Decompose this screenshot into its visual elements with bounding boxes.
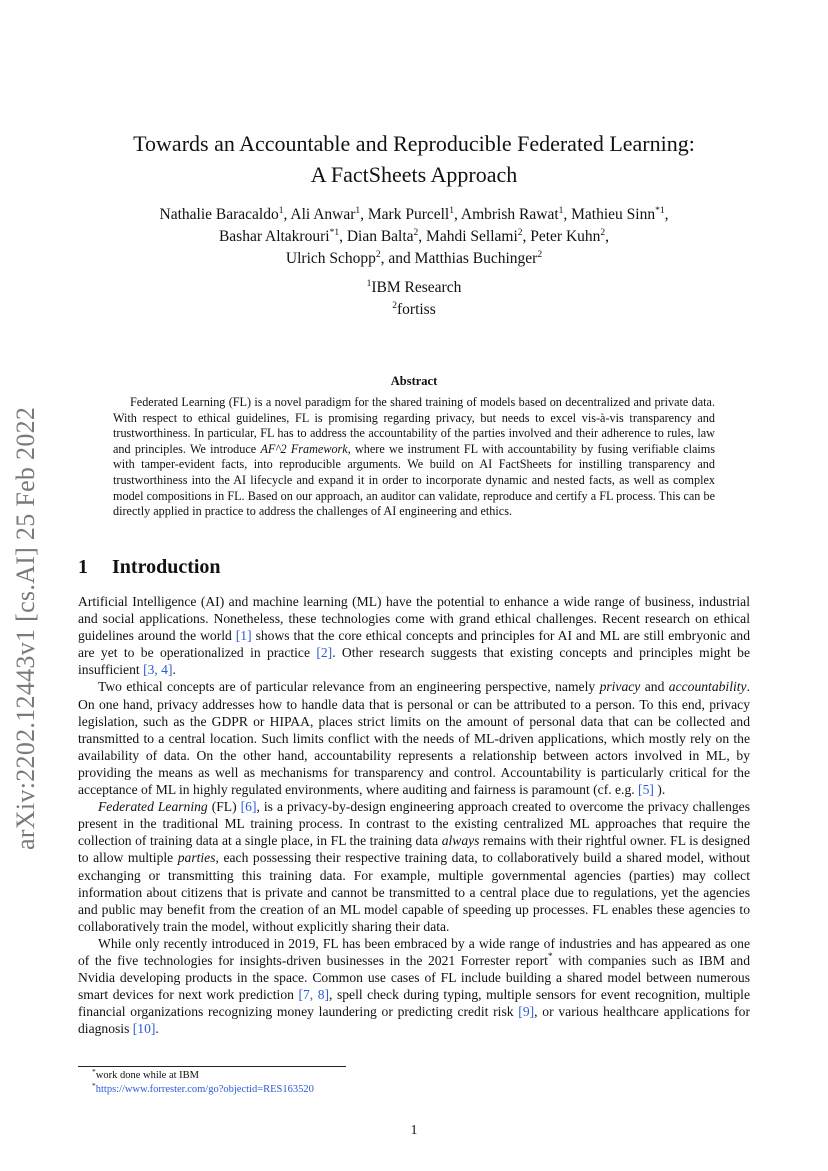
- citation-link[interactable]: [9]: [518, 1004, 535, 1020]
- emphasis-text: parties: [177, 850, 216, 866]
- footnote: [92, 1083, 314, 1097]
- title-line-1: Towards an Accountable and Reproducible Federated Learning:: [133, 131, 695, 156]
- affiliation-name: fortiss: [397, 301, 436, 318]
- text-run: , spell check during typing, multiple sensors for event recognition, multiple financial organizations recognizing money laundering or predicting credit risk: [78, 987, 750, 1020]
- author-name: Bashar Altakrouri: [218, 228, 330, 245]
- arxiv-identifier-text: arXiv:2202.12443v1 [cs.AI] 25 Feb 2022: [11, 406, 40, 850]
- author-affiliation-mark: 1: [558, 206, 564, 216]
- author-separator: ,: [283, 206, 291, 223]
- abstract-heading: Abstract: [390, 374, 438, 388]
- paragraph: [78, 678, 750, 798]
- author-name: Ali Anwar: [290, 206, 356, 223]
- text-run: .: [155, 1021, 159, 1037]
- text-run: remains with their rightful owner. FL is designed to allow multiple: [78, 833, 750, 866]
- author-name: Dian Balta: [346, 228, 414, 245]
- affiliation: [90, 299, 738, 321]
- section-title: Introduction: [112, 556, 221, 578]
- citation-link[interactable]: [5]: [638, 782, 654, 798]
- paper-title: [90, 128, 738, 190]
- author-affiliation-mark: 1: [278, 206, 284, 216]
- emphasis-text: Federated Learning: [98, 799, 208, 815]
- page-number: 1: [410, 1122, 418, 1137]
- text-run: ).: [653, 782, 666, 798]
- footnote-mark: *: [547, 951, 553, 962]
- emphasis-text: accountability: [668, 679, 747, 695]
- footnote: [92, 1069, 314, 1083]
- text-run: , where we instrument FL with accountability by fusing verifiable claims with tamper-evident facts, into reproducible arguments. We build on AI FactSheets for instilling transparency and trustworthiness into the AI lifecycle and expand it in order to incorporate dynamic and nested facts, as well as complex model compositions in FL. Based on our approach, an auditor can validate, reproduce and certify a FL process. This can be directly applied in practice to address the challenges of AI engineering and ethics.: [113, 441, 715, 519]
- citation-link[interactable]: [10]: [132, 1021, 156, 1037]
- author-affiliation-mark: 2: [375, 250, 381, 260]
- citation-link[interactable]: [3, 4]: [143, 662, 173, 678]
- text-run: with companies such as IBM and Nvidia developing products in the space. Common use cases of FL include building a shared model between numerous smart devices for next work prediction: [78, 952, 750, 1003]
- paragraph: [78, 798, 750, 935]
- arxiv-identifier-stamp: [6, 372, 46, 850]
- affiliation-name: IBM Research: [371, 279, 462, 296]
- citation-link[interactable]: [6]: [240, 799, 257, 815]
- citation-link[interactable]: [1]: [235, 628, 252, 644]
- text-run: . On one hand, privacy addresses how to handle data that is personal or can be attributed to a person. To this end, privacy legislation, such as the GDPR or HIPAA, places strict limits on the amount of personal data that can be collected and transmitted to a central location. Such limits conflict with the needs of ML-driven applications, which mostly rely on the availability of data. On the other hand, accountability represents a relationship between actors involved in ML, by providing the means as well as mechanisms for transparency and control. Accountability is particularly critical for the acceptance of ML in highly regulated environments, where auditing and fairness is paramount (cf. e.g.: [78, 679, 750, 798]
- author-name: Matthias Buchinger: [414, 250, 538, 267]
- author-name: Nathalie Baracaldo: [159, 206, 279, 223]
- footnote-text: work done while at IBM: [95, 1070, 199, 1081]
- text-run: and: [640, 679, 669, 695]
- author-affiliation-mark: 1: [355, 206, 361, 216]
- affiliation-mark: 1: [366, 279, 372, 289]
- text-run: While only recently introduced in 2019, FL has been embraced by a wide range of industries and has appeared as one of the five technologies for insights-driven businesses in the 2021 Forrester report: [78, 935, 750, 968]
- emphasis-text: privacy: [599, 679, 641, 695]
- footnote-rule: [78, 1066, 346, 1067]
- affiliation-list: [90, 277, 738, 321]
- author-affiliation-mark: *1: [655, 206, 665, 216]
- affiliation: [90, 277, 738, 299]
- text-run: , each possessing their respective training data, to collaboratively build a shared model, without exchanging or transmitting this training data. For example, multiple governmental agencies (parties) may collect information about citizens that is private and cannot be transmitted to a central place due to regulations, yet the agencies and public may benefit from the creation of an ML model capable of speeding up processes. FL enables these agencies to collaboratively train the model, without explicitly sharing their data.: [78, 850, 750, 934]
- affiliation-mark: 2: [392, 301, 397, 311]
- paragraph: [78, 593, 750, 678]
- author-name: Mahdi Sellami: [426, 228, 518, 245]
- author-separator: , and: [380, 250, 415, 267]
- author-affiliation-mark: 2: [517, 228, 523, 238]
- footnotes: [92, 1069, 314, 1097]
- author-affiliation-mark: 2: [413, 228, 419, 238]
- footnote-url-link[interactable]: https://www.forrester.com/go?objectid=RES163520: [95, 1084, 314, 1095]
- text-run: shows that the core ethical concepts and principles for AI and ML are still embryonic and are yet to be operationalized in practice: [78, 628, 750, 661]
- author-separator: ,: [522, 228, 531, 245]
- footnote-mark: *: [92, 1081, 96, 1090]
- text-run: Two ethical concepts are of particular relevance from an engineering perspective, namely: [98, 679, 600, 695]
- author-name: Mark Purcell: [367, 206, 450, 223]
- text-run: .: [172, 662, 176, 678]
- author-name: Ambrish Rawat: [460, 206, 559, 223]
- body-text: [78, 593, 750, 1037]
- text-run: Federated Learning (FL) is a novel paradigm for the shared training of models based on decentralized and private data. With respect to ethical guidelines, FL is promising regarding privacy, but needs to excel vis-à-vis transparency and trustworthiness. In particular, FL has to address the accountability of the parties involved and their adherence to rules, law and principles. We introduce: [113, 395, 715, 456]
- author-separator: ,: [418, 228, 427, 245]
- author-separator: ,: [605, 228, 610, 245]
- text-run: , is a privacy-by-design engineering approach created to overcome the privacy challenges present in the traditional ML training process. In contrast to the existing centralized ML approaches that require the collection of training data at a single place, in FL the training data: [78, 799, 751, 849]
- title-line-2: A FactSheets Approach: [310, 162, 518, 187]
- author-separator: ,: [360, 206, 368, 223]
- text-run: Artificial Intelligence (AI) and machine learning (ML) have the potential to enhance a wide range of business, industrial and social applications. Nonetheless, these technologies come with grand ethical challenges. Recent research on ethical guidelines around the world: [78, 594, 750, 644]
- section-number: 1: [78, 556, 88, 578]
- author-name: Ulrich Schopp: [285, 250, 376, 267]
- paragraph: [78, 935, 750, 1038]
- author-separator: ,: [563, 206, 572, 223]
- citation-link[interactable]: [2]: [316, 645, 333, 661]
- author-affiliation-mark: *1: [329, 228, 340, 238]
- emphasis-text: AF^2 Framework: [260, 441, 348, 456]
- author-name: Mathieu Sinn: [571, 206, 656, 223]
- author-list: [90, 204, 738, 270]
- text-run: (FL): [207, 799, 241, 815]
- abstract-text: [113, 395, 715, 520]
- text-run: . Other research suggests that existing concepts and principles might be insufficient: [78, 645, 751, 678]
- citation-link[interactable]: [7, 8]: [298, 987, 330, 1003]
- author-name: Peter Kuhn: [530, 228, 601, 245]
- author-affiliation-mark: 2: [600, 228, 606, 238]
- footnote-mark: *: [92, 1067, 96, 1076]
- author-separator: ,: [339, 228, 347, 245]
- author-separator: ,: [664, 206, 669, 223]
- section-heading: [78, 556, 221, 579]
- author-affiliation-mark: 2: [537, 250, 543, 260]
- author-affiliation-mark: 1: [449, 206, 454, 216]
- author-separator: ,: [454, 206, 461, 223]
- text-run: , or various healthcare applications for diagnosis: [78, 1004, 750, 1037]
- emphasis-text: always: [441, 833, 480, 849]
